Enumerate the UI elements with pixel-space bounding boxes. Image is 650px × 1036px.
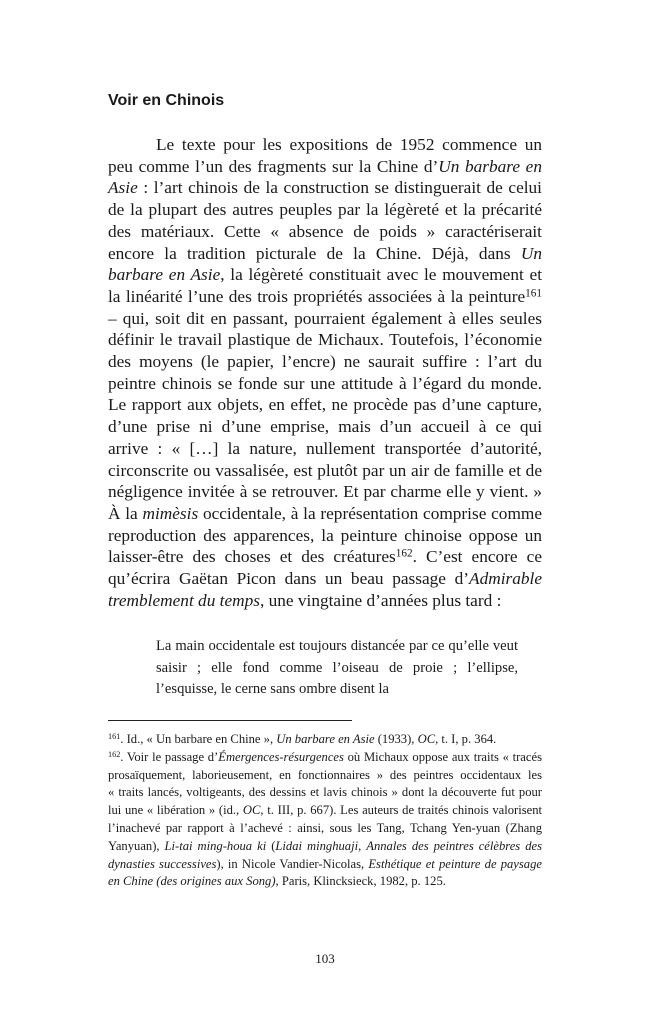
text-run: où Michaux oppose aux traits « tracés prosaïquement, laborieusement, en fonctionnaires » des peintres occidentaux les « traits lancés, voltigeants, des dessins et lavis chinois » dont la découverte fut pour lui une « libération » (id.,	[108, 749, 542, 818]
italic-text: Émergences-résurgences	[218, 749, 344, 764]
paragraph-text	[108, 134, 542, 611]
text-run: (	[266, 838, 276, 853]
footnote-ref: 161	[525, 287, 542, 300]
footnotes	[108, 731, 542, 891]
text-run: . Voir le passage d’	[120, 749, 219, 764]
text-run: La main occidentale est toujours distancée par ce qu’elle veut saisir ; elle fond comme l’oiseau de proie ; l’ellipse, l’esquisse, le cerne sans ombre disent la	[156, 638, 518, 697]
footnote-161	[108, 731, 542, 749]
italic-text: Annales des peintres célèbres des dynasties successives	[108, 838, 542, 871]
footnote-ref: 162	[395, 547, 413, 560]
italic-text: Un barbare en Asie	[108, 243, 542, 285]
text-run: , t. I, p. 364.	[435, 732, 497, 746]
page-number: 103	[315, 951, 335, 966]
italic-text: Admirable tremblement du temps	[108, 569, 542, 610]
italic-text: Lidai minghuaji	[275, 838, 359, 853]
italic-text: Un barbare en Asie	[108, 156, 542, 198]
text-run: – qui, soit dit en passant, pourraient également à elles seules définir le travail plastique de Michaux. Toutefois, l’économie des moyens (le papier, l’encre) ne saurait suffire : l’art du peintre chinois se fonde sur une attitude à l’égard du monde. Le rapport aux objets, en effet, ne procède pas d’une capture, d’une prise ni d’une emprise, mais d’un accueil à ce qui arrive : « […] la nature, nullement transportée d’autorité, circonscrite ou vassalisée, est plutôt par un air de famille et de négligence invitée à se retrouver. Et par charme elle y vient. » À la	[108, 308, 542, 523]
footnote-ref: 161	[108, 731, 121, 741]
text-run: Le texte pour les expositions de 1952 commence un peu comme l’un des fragments sur la Chine d’	[108, 135, 542, 176]
text-run: , la légèreté constituait avec le mouvement et la linéarité l’une des trois propriétés associées à la peinture	[108, 265, 542, 306]
italic-text: Un barbare en Asie	[276, 732, 375, 746]
text-run: : l’art chinois de la construction se distinguerait de celui de la plupart des autres peuples par la légèreté et la précarité des matériaux. Cette « absence de poids » caractériserait encore la tradition picturale de la Chine. Déjà, dans	[108, 178, 542, 263]
footnote-162	[108, 749, 542, 891]
block-quote	[156, 636, 518, 701]
main-paragraph	[108, 134, 542, 611]
text-run: , t. III, p. 667). Les auteurs de traités chinois valorisent l’inachevé par rapport à l’achevé : ainsi, sous les Tang, Tchang Yen-yuan (Zhang Yanyuan),	[108, 803, 542, 853]
text-run: ), in Nicole Vandier-Nicolas,	[216, 856, 369, 871]
text-run: occidentale, à la représentation comprise comme reproduction des apparences, la peinture chinoise oppose un laisser-être des choses et des créatures	[108, 503, 542, 567]
text-run: , Paris, Klincksieck, 1982, p. 125.	[275, 874, 446, 889]
text-run: . C’est encore ce qu’écrira Gaëtan Picon dans un beau passage d’	[108, 547, 542, 589]
italic-text: mimèsis	[142, 503, 199, 523]
text-run: . Id., « Un barbare en Chine »,	[120, 732, 277, 746]
section-heading: Voir en Chinois	[108, 92, 225, 109]
italic-text: Esthétique et peinture de paysage en Chine (des origines aux Song)	[108, 856, 542, 889]
text-run: , une vingtaine d’années plus tard :	[259, 590, 502, 610]
quote-text	[156, 636, 518, 701]
footnote-separator	[108, 720, 352, 721]
italic-text: Li-tai ming-houa ki	[164, 838, 267, 853]
text-run: ,	[358, 838, 367, 853]
text-run: (1933),	[374, 732, 418, 746]
footnote-ref: 162	[108, 749, 121, 759]
italic-text: OC	[417, 732, 436, 746]
italic-text: OC	[242, 803, 261, 818]
